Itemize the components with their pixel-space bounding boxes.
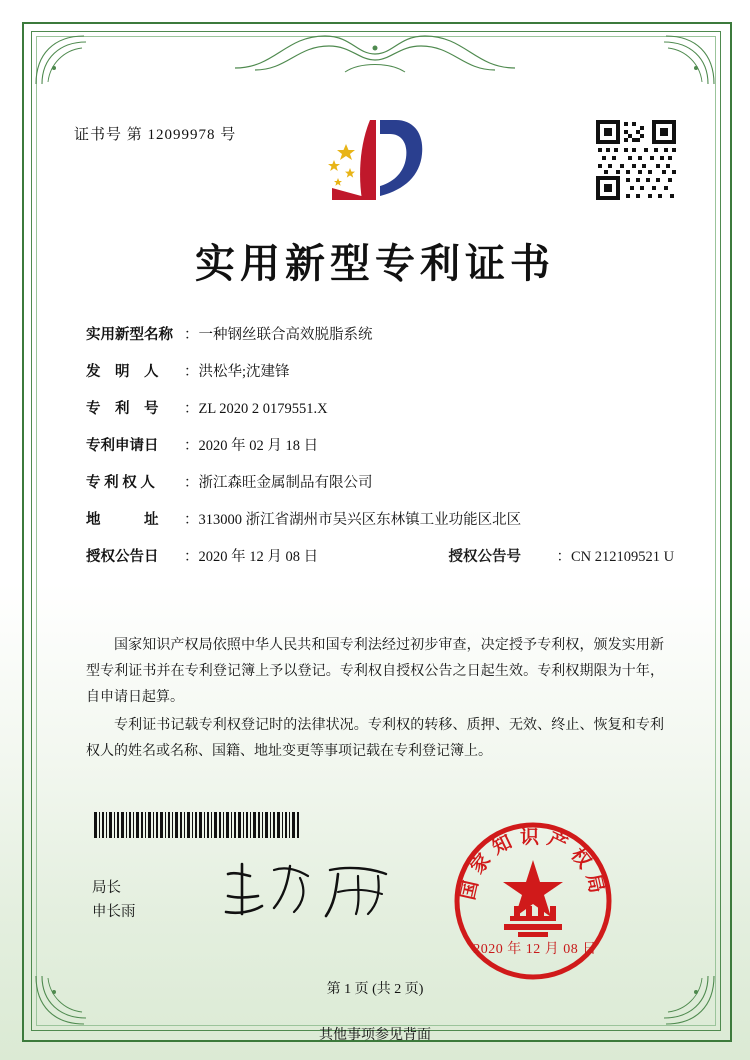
field-separator: ： (184, 512, 199, 528)
patent-office-emblem-icon (318, 114, 432, 210)
back-side-note: 其他事项参见背面 (319, 1028, 431, 1043)
field-row-grant (86, 547, 676, 567)
field-value-inventor: 洪松华;沈建锋 (198, 364, 290, 380)
corner-ornament-top-right (642, 34, 716, 86)
certificate-number: 证书号 第 12099978 号 (74, 127, 237, 143)
field-label-application-date: 专利申请日 (86, 438, 159, 454)
director-name-label: 申长雨 (92, 904, 136, 920)
body-paragraph-1: 国家知识产权局依照中华人民共和国专利法经过初步审查，决定授予专利权，颁发实用新型专利证书并在专利登记簿上予以登记。专利权自授权公告之日起生效。专利权期限为十年，自申请日起算。 (86, 638, 664, 705)
field-label-address: 地 址 (86, 512, 159, 528)
field-row (86, 436, 676, 456)
field-list (86, 325, 676, 584)
signature-labels (92, 876, 136, 924)
field-row (86, 510, 676, 530)
field-row (86, 325, 676, 345)
field-value-utility-model-name: 一种钢丝联合高效脱脂系统 (198, 327, 373, 343)
field-value-application-date: 2020 年 02 月 18 日 (198, 438, 319, 454)
field-label-patentee: 专 利 权 人 (86, 475, 155, 491)
field-separator: ： (184, 438, 199, 454)
field-separator: ： (184, 549, 199, 565)
body-text (86, 633, 664, 767)
field-value-grant-date: 2020 年 12 月 08 日 (198, 549, 319, 565)
field-separator: ： (184, 364, 199, 380)
field-separator: ： (184, 327, 199, 343)
field-label-patent-number: 专 利 号 (86, 401, 159, 417)
director-title-label: 局长 (92, 880, 121, 896)
field-value-address: 313000 浙江省湖州市吴兴区东林镇工业功能区北区 (198, 512, 522, 528)
seal-date: 2020 年 12 月 08 日 (473, 942, 597, 957)
field-separator: ： (184, 401, 199, 417)
page-number: 第 1 页 (共 2 页) (326, 982, 424, 997)
barcode-icon (94, 812, 302, 838)
handwritten-signature-icon (212, 856, 402, 926)
field-row (86, 473, 676, 493)
field-value-patent-number: ZL 2020 2 0179551.X (198, 401, 328, 417)
field-label-utility-model-name: 实用新型名称 (86, 327, 173, 343)
body-paragraph-2: 专利证书记载专利权登记时的法律状况。专利权的转移、质押、无效、终止、恢复和专利权人的姓名或名称、国籍、地址变更等事项记载在专利登记簿上。 (86, 718, 664, 759)
field-row (86, 399, 676, 419)
field-row (86, 362, 676, 382)
field-separator: ： (184, 475, 199, 491)
field-label-grant-number: 授权公告号 (448, 549, 521, 565)
field-label-inventor: 发 明 人 (86, 364, 159, 380)
page-title: 实用新型专利证书 (195, 240, 555, 287)
field-value-patentee: 浙江森旺金属制品有限公司 (198, 475, 373, 491)
top-flourish-ornament (225, 28, 525, 74)
field-separator: ： (556, 549, 571, 565)
svg-text:国家知识产权局: 国家知识产权局 (456, 825, 610, 902)
qr-code-icon (594, 118, 678, 202)
field-label-grant-date: 授权公告日 (86, 549, 159, 565)
corner-ornament-top-left (34, 34, 108, 86)
field-value-grant-number: CN 212109521 U (571, 549, 675, 565)
